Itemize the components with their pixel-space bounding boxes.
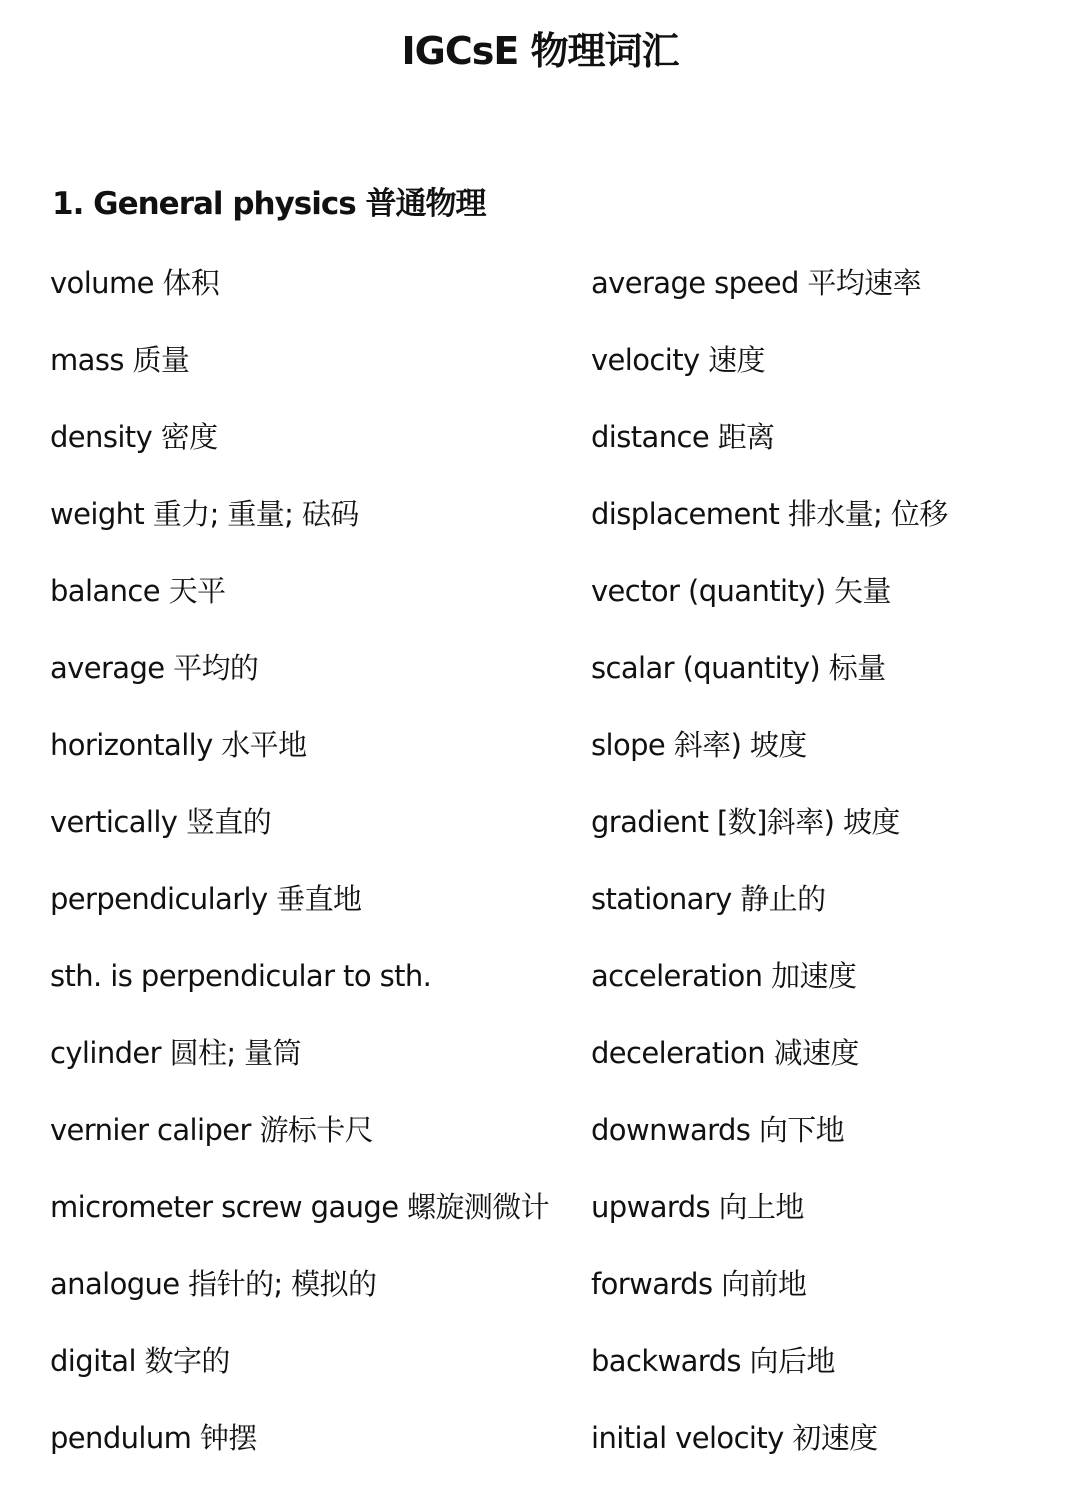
vocab-entry: downwards 向下地 [591,1113,845,1147]
vocab-entry: density 密度 [50,420,218,454]
section-heading: 1. General physics 普通物理 [52,186,486,222]
vocab-entry: upwards 向上地 [591,1190,804,1224]
vocab-entry: micrometer screw gauge 螺旋测微计 [50,1190,550,1224]
vocab-entry: distance 距离 [591,420,775,454]
vocab-list [50,256,1050,1488]
vocab-entry: initial velocity 初速度 [591,1421,878,1455]
vocab-entry: gradient [数]斜率) 坡度 [591,805,900,839]
vocab-entry: slope 斜率) 坡度 [591,728,807,762]
vocab-entry: average 平均的 [50,651,259,685]
vocab-entry: mass 质量 [50,343,190,377]
vocab-entry: backwards 向后地 [591,1344,835,1378]
vocab-entry: volume 体积 [50,266,220,300]
vocab-entry: weight 重力; 重量; 砝码 [50,497,359,531]
page-title: IGCsE 物理词汇 [401,29,679,73]
vocab-entry: average speed 平均速率 [591,266,921,300]
vocab-entry: sth. is perpendicular to sth. [50,959,432,993]
vocab-entry: vector (quantity) 矢量 [591,574,891,608]
vocab-entry: horizontally 水平地 [50,728,307,762]
vocab-entry: perpendicularly 垂直地 [50,882,362,916]
vocab-entry: balance 天平 [50,574,226,608]
vocab-entry: deceleration 减速度 [591,1036,859,1070]
vocab-entry: scalar (quantity) 标量 [591,651,886,685]
vocab-entry: cylinder 圆柱; 量筒 [50,1036,301,1070]
vocab-entry: acceleration 加速度 [591,959,857,993]
vocab-entry: digital 数字的 [50,1344,230,1378]
vocab-entry: pendulum 钟摆 [50,1421,257,1455]
vocab-entry: displacement 排水量; 位移 [591,497,948,531]
vocab-entry: velocity 速度 [591,343,765,377]
vocab-entry: stationary 静止的 [591,882,826,916]
vocab-entry: vertically 竖直的 [50,805,272,839]
vocab-entry: vernier caliper 游标卡尺 [50,1113,374,1147]
vocab-entry: analogue 指针的; 模拟的 [50,1267,377,1301]
vocab-entry: forwards 向前地 [591,1267,807,1301]
